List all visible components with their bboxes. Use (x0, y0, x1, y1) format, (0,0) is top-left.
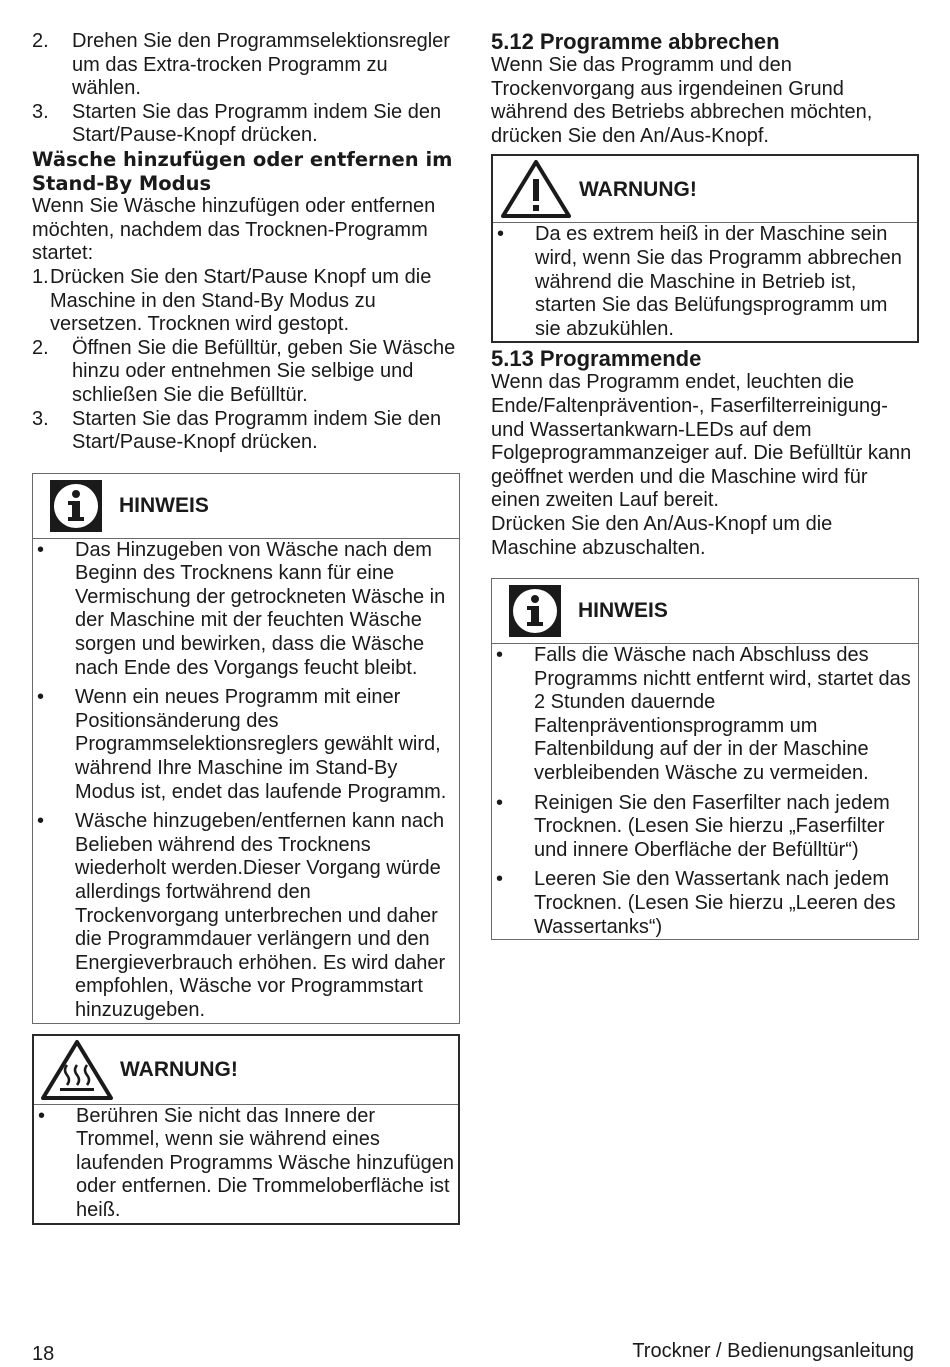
step-item (32, 408, 460, 455)
step-number: 2. (32, 336, 49, 359)
warning-title: WARNUNG! (579, 177, 697, 201)
bullet: • (37, 538, 45, 561)
warning-title: WARNUNG! (120, 1057, 238, 1081)
note-text: Wäsche hinzugeben/entfernen kann nach Belieben während des Trocknens wiederholt werden.Dieser Vorgang würde allerdings fortwährend den Trockenvorgang unterbrechen und daher die Programmdauer verlängern und den Energieverbrauch erhöhen. Es wird daher empfohlen, Wäsche vor Programmstart hinzuzugeben. (75, 810, 446, 1021)
step-item (32, 30, 460, 101)
note-box (32, 473, 460, 1024)
warning-box (491, 154, 919, 343)
hot-surface-icon (34, 1039, 120, 1101)
list-item (493, 223, 917, 341)
bullet: • (37, 686, 45, 709)
step-item (32, 266, 460, 337)
bullet: • (496, 644, 504, 667)
step-text: Starten Sie das Programm indem Sie den Start/Pause-Knopf drücken. (72, 407, 442, 454)
end-text: Drücken Sie den An/Aus-Knopf um die Maschine abzuschalten. (491, 512, 833, 559)
note-text: Das Hinzugeben von Wäsche nach dem Beginn des Trocknens kann für eine Vermischung der getrockneten Wäsche in der Maschine mit der feuchten Wäsche sorgen und bewirken, dass die Wäsche nach Ende des Vorgangs feucht bleibt. (75, 538, 446, 679)
step-text: Drücken Sie den Start/Pause Knopf um die Maschine in den Stand-By Modus zu versetzen. Trocknen wird gestopt. (50, 265, 432, 336)
note-body (33, 539, 459, 1023)
list-item (33, 686, 459, 804)
warning-box (32, 1034, 460, 1225)
list-item (492, 644, 918, 786)
list-item (34, 1105, 458, 1223)
right-column (491, 30, 919, 940)
info-icon (492, 583, 578, 639)
note-header (492, 579, 918, 644)
warning-header (493, 156, 917, 223)
standby-heading: Wäsche hinzufügen oder entfernen im Stand-By Modus (32, 147, 453, 195)
section-heading-cancel: 5.12 Programme abbrechen (491, 29, 780, 54)
note-box (491, 578, 919, 940)
info-icon (33, 478, 119, 534)
warning-text: Da es extrem heiß in der Maschine sein wird, wenn Sie das Programm abbrechen während die Maschine in Betrieb ist, starten Sie das Belüfungsprogramm um sie abzukühlen. (535, 223, 902, 340)
bullet: • (496, 868, 504, 891)
section-heading-end: 5.13 Programmende (491, 346, 702, 372)
step-number: 3. (32, 100, 49, 123)
standby-intro: Wenn Sie Wäsche hinzufügen oder entfernen möchten, nachdem das Trocknen-Programm startet: (32, 195, 436, 265)
bullet: • (497, 223, 505, 246)
bullet: • (37, 810, 45, 833)
document-title: Trockner / Bedienungsanleitung (632, 1340, 914, 1362)
step-number: 2. (32, 30, 49, 52)
warning-text: Berühren Sie nicht das Innere der Trommel, wenn sie während eines laufenden Programms Wäsche hinzufügen oder entfernen. Die Trommeloberfläche ist heiß. (76, 1104, 454, 1221)
list-item (492, 792, 918, 863)
page-number: 18 (32, 1343, 55, 1365)
cancel-text: Wenn Sie das Programm und den Trockenvorgang aus irgendeinen Grund während des Betriebs abbrechen möchten, drücken Sie den An/Aus-Knopf. (491, 54, 873, 147)
step-number: 3. (32, 407, 49, 430)
list-item (492, 868, 918, 939)
note-title: HINWEIS (119, 493, 209, 517)
step-item (32, 101, 460, 148)
note-text: Reinigen Sie den Faserfilter nach jedem Trocknen. (Lesen Sie hierzu „Faserfilter und innere Oberfläche der Befülltür“) (534, 791, 890, 861)
warning-body (493, 223, 917, 341)
note-body (492, 644, 918, 939)
step-text: Drehen Sie den Programmselektionsregler um das Extra-trocken Programm zu wählen. (72, 30, 450, 100)
warning-triangle-icon (493, 159, 579, 219)
note-title: HINWEIS (578, 599, 668, 623)
note-text: Falls die Wäsche nach Abschluss des Programms nichtt entfernt wird, startet das 2 Stunden dauernde Faltenpräventionsprogramm um Faltenbildung auf der in der Maschine verbleibenden Wäsche zu vermeiden. (534, 644, 911, 785)
note-header (33, 474, 459, 539)
warning-body (34, 1105, 458, 1223)
warning-header (34, 1036, 458, 1105)
note-text: Leeren Sie den Wassertank nach jedem Trocknen. (Lesen Sie hierzu „Leeren des Wassertanks“) (534, 868, 896, 938)
step-item (32, 337, 460, 408)
list-item (33, 539, 459, 681)
end-text: Wenn das Programm endet, leuchten die Ende/Faltenprävention-, Faserfilterreinigung- und Wassertankwarn-LEDs auf dem Folgeprogrammanzeiger auf. Die Befülltür kann geöffnet werden und die Maschine wird für einen zweiten Lauf bereit. (491, 371, 912, 512)
step-text: Starten Sie das Programm indem Sie den Start/Pause-Knopf drücken. (72, 100, 442, 147)
step-number: 1. (32, 265, 49, 288)
bullet: • (496, 791, 504, 814)
list-item (33, 810, 459, 1022)
step-text: Öffnen Sie die Befülltür, geben Sie Wäsche hinzu oder entnehmen Sie selbige und schließen Sie die Befülltür. (72, 336, 456, 406)
bullet: • (38, 1104, 46, 1127)
note-text: Wenn ein neues Programm mit einer Positionsänderung des Programmselektionsreglers gewählt wird, während Ihre Maschine im Stand-By Modus ist, endet das laufende Programm. (75, 686, 447, 803)
left-column (32, 30, 460, 1225)
